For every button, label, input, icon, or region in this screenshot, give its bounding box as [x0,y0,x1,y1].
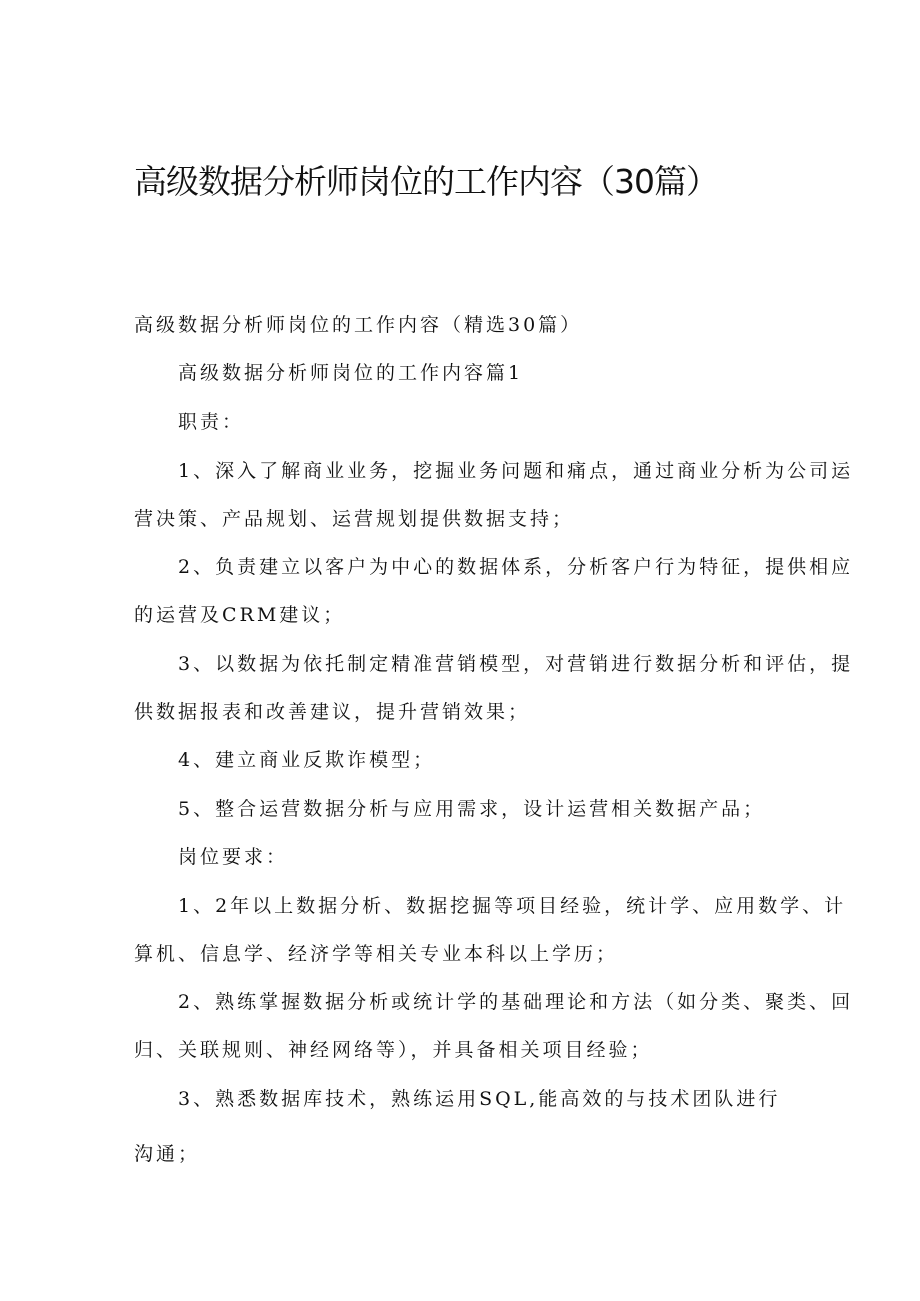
duty-2-line-1: 2、负责建立以客户为中心的数据体系，分析客户行为特征，提供相应 [178,556,854,578]
duty-3-line-1: 3、以数据为依托制定精准营销模型，对营销进行数据分析和评估，提 [178,653,854,675]
duty-1-line-2: 营决策、产品规划、运营规划提供数据支持； [134,508,575,530]
requirement-3-line-2: 沟通； [134,1143,201,1165]
duties-heading: 职责： [178,411,245,433]
requirement-1-line-1: 1、2年以上数据分析、数据挖掘等项目经验，统计学、应用数学、计 [178,895,847,917]
duty-3-line-2: 供数据报表和改善建议，提升营销效果； [134,701,531,723]
duty-2-line-2: 的运营及CRM建议； [134,604,346,626]
section-heading: 高级数据分析师岗位的工作内容篇1 [178,362,524,384]
subtitle-line: 高级数据分析师岗位的工作内容（精选30篇） [134,314,583,336]
duty-4-line: 4、建立商业反欺诈模型； [178,749,436,771]
requirements-heading: 岗位要求： [178,846,289,868]
duty-1-line-1: 1、深入了解商业业务，挖掘业务问题和痛点，通过商业分析为公司运 [178,460,854,482]
duty-5-line: 5、整合运营数据分析与应用需求，设计运营相关数据产品； [178,798,766,820]
requirement-2-line-1: 2、熟练掌握数据分析或统计学的基础理论和方法（如分类、聚类、回 [178,991,854,1013]
requirement-2-line-2: 归、关联规则、神经网络等），并具备相关项目经验； [134,1039,653,1061]
requirement-3-line-1: 3、熟悉数据库技术，熟练运用SQL,能高效的与技术团队进行 [178,1088,781,1110]
requirement-1-line-2: 算机、信息学、经济学等相关专业本科以上学历； [134,943,619,965]
document-title: 高级数据分析师岗位的工作内容（30篇） [134,162,718,201]
